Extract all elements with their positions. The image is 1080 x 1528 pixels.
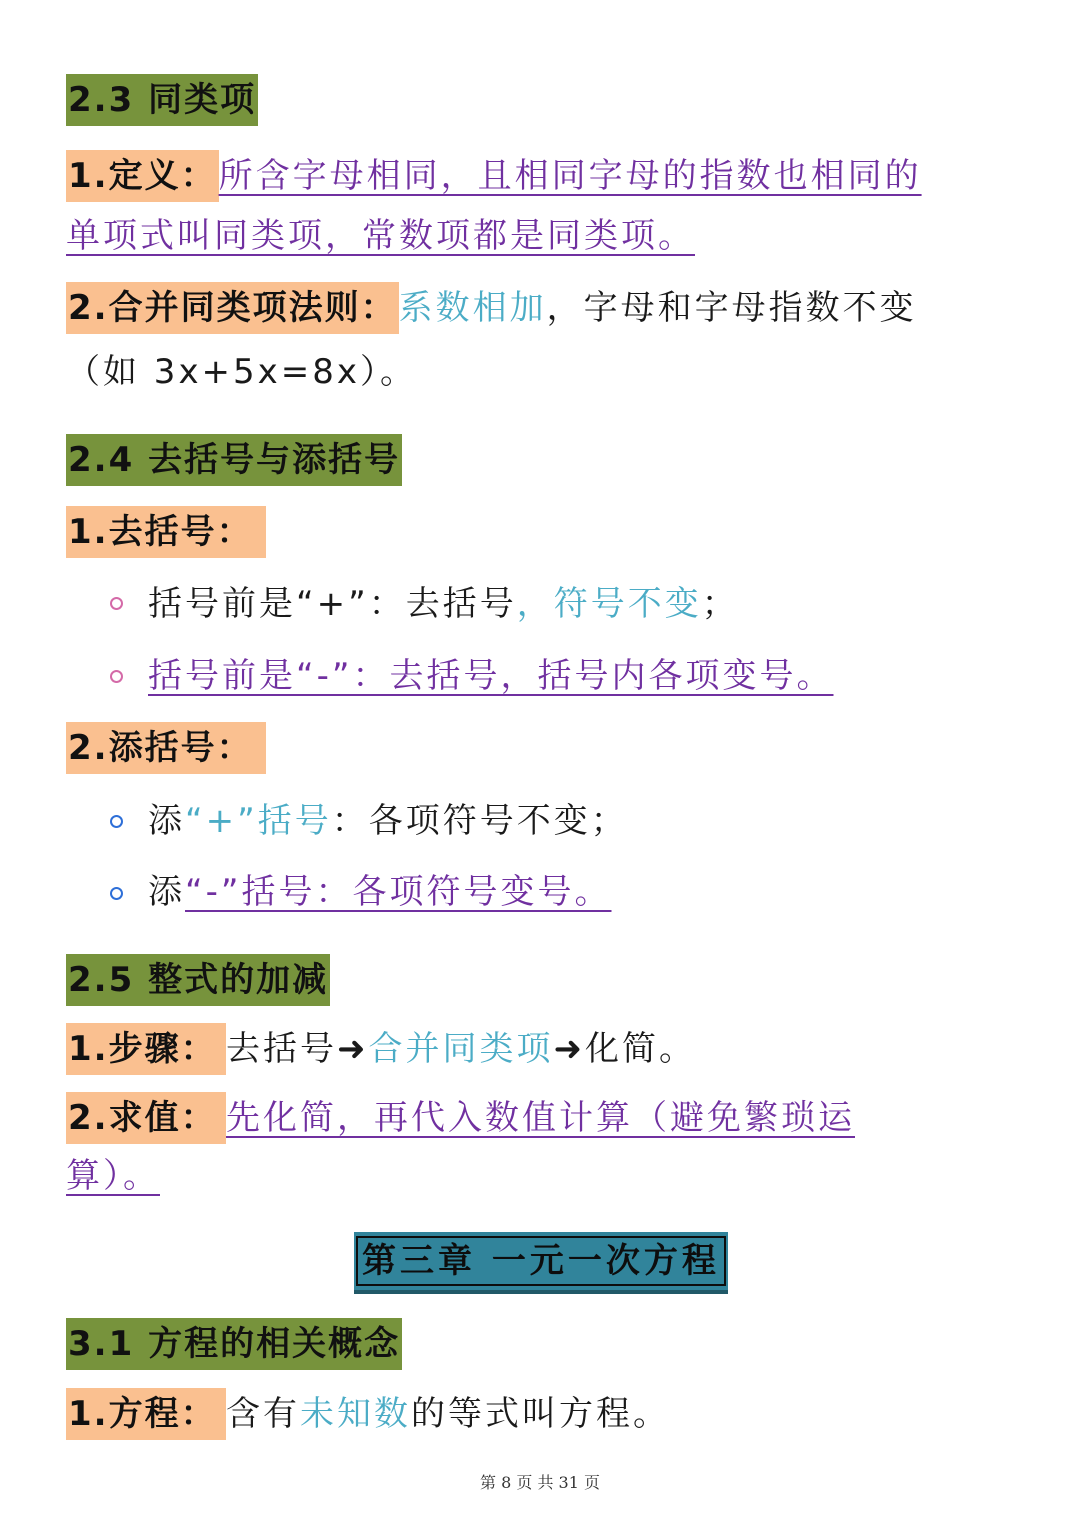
- page-footer: 第 8 页 共 31 页: [480, 1473, 600, 1492]
- section-heading-2-4: 2.4 去括号与添括号: [66, 434, 402, 486]
- evaluate-text-1: 先化简，再代入数值计算（避免繁琐运: [226, 1098, 855, 1138]
- section-heading-3-1: 3.1 方程的相关概念: [66, 1318, 402, 1370]
- bullet-icon: [110, 670, 123, 683]
- steps-label: 1.步骤：: [66, 1023, 226, 1075]
- section-heading-2-3: 2.3 同类项: [66, 74, 258, 126]
- add-rule-plus-text: ：各项符号不变；: [331, 801, 628, 841]
- add-rule-minus-prefix: 添: [148, 872, 185, 912]
- merge-rule-example: （如 3x+5x=8x）。: [66, 352, 418, 392]
- add-brackets-row: [66, 722, 266, 774]
- add-rule-plus-prefix: 添: [148, 801, 185, 841]
- remove-rule-plus-highlight: ，符号不变: [516, 584, 702, 624]
- evaluate-line-1: [66, 1092, 855, 1144]
- merge-rule-highlight: 系数相加: [398, 288, 547, 328]
- equation-label: 1.方程：: [66, 1388, 226, 1440]
- definition-label: 1.定义：: [66, 150, 219, 202]
- chapter-title-banner: [354, 1232, 728, 1294]
- steps-line: [66, 1023, 696, 1075]
- equation-text-2: 的等式叫方程。: [411, 1394, 670, 1434]
- evaluate-text-2: 算）。: [66, 1156, 160, 1196]
- remove-rule-minus-text: 括号前是“-”：去括号，括号内各项变号。: [148, 656, 834, 696]
- steps-highlight: 合并同类项: [368, 1029, 554, 1069]
- chapter-title: 第三章 一元一次方程: [358, 1238, 724, 1284]
- section-heading-2-5: 2.5 整式的加减: [66, 954, 330, 1006]
- add-rule-plus: [148, 795, 628, 847]
- equation-highlight: 未知数: [300, 1394, 411, 1434]
- bullet-icon: [110, 597, 123, 610]
- remove-rule-minus: [148, 650, 834, 702]
- remove-brackets-row: [66, 506, 266, 558]
- equation-text-1: 含有: [226, 1394, 300, 1434]
- definition-text-2: 单项式叫同类项，常数项都是同类项。: [66, 216, 695, 256]
- bullet-icon: [110, 815, 123, 828]
- evaluate-label: 2.求值：: [66, 1092, 226, 1144]
- merge-rule-label: 2.合并同类项法则：: [66, 282, 399, 334]
- add-rule-minus-text: “-”括号：各项符号变号。: [185, 872, 612, 912]
- remove-rule-plus-text: 括号前是“+”：去括号: [148, 584, 517, 624]
- equation-definition-line: [66, 1388, 670, 1440]
- steps-part-1: 去括号➜: [226, 1029, 369, 1069]
- add-rule-minus: [148, 866, 612, 918]
- remove-rule-plus-end: ；: [701, 584, 739, 624]
- remove-brackets-label: 1.去括号：: [66, 506, 266, 558]
- add-brackets-label: 2.添括号：: [66, 722, 266, 774]
- merge-rule-line: [66, 282, 917, 334]
- evaluate-line-2: [66, 1150, 160, 1202]
- definition-line-2: [66, 210, 695, 262]
- add-rule-plus-highlight: “+”括号: [185, 801, 332, 841]
- remove-rule-plus: [148, 578, 739, 630]
- definition-text-1: 所含字母相同，且相同字母的指数也相同的: [218, 156, 922, 196]
- merge-rule-rest: ，字母和字母指数不变: [546, 288, 917, 328]
- bullet-icon: [110, 887, 123, 900]
- steps-part-3: ➜化简。: [553, 1029, 696, 1069]
- definition-line-1: [66, 150, 922, 202]
